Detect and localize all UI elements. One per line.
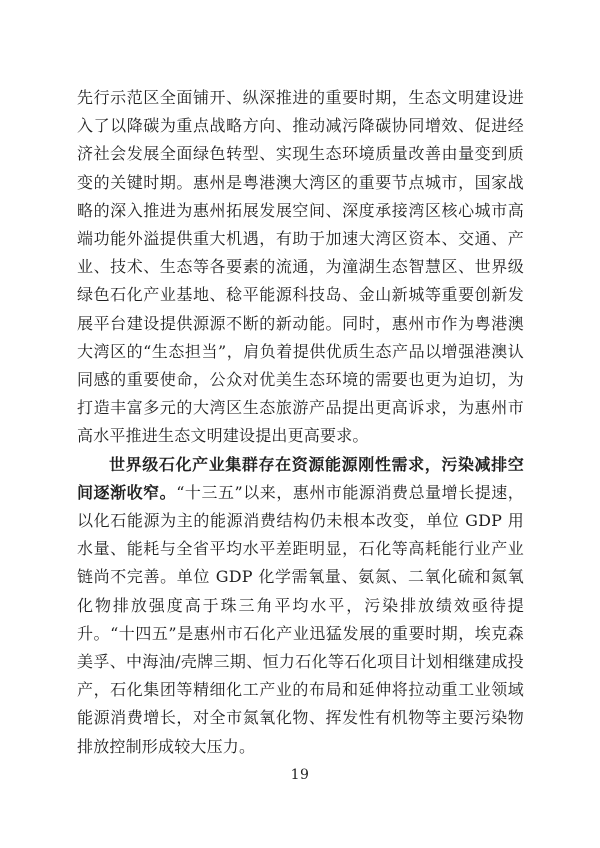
page-number: 19 xyxy=(290,767,310,783)
page-footer xyxy=(0,764,600,783)
paragraph-petrochemical-cluster xyxy=(77,451,524,761)
paragraph-continuation xyxy=(77,84,524,451)
paragraph-text: “十三五”以来，惠州市能源消费总量增长提速，以化石能源为主的能源消费结构仍未根本改变，单位 GDP 用水量、能耗与全省平均水平差距明显，石化等高耗能行业产业链尚不完善。单位 GDP 化学需氧量、氨氮、二氧化硫和氮氧化物排放强度高于珠三角平均水平，污染排放绩效亟待提升。“十四五”是惠州市石化产业迅猛发展的重要时期，埃克森美孚、中海油/壳牌三期、恒力石化等石化项目计划相继建成投产，石化集团等精细化工产业的布局和延伸将拉动重工业领域能源消费增长，对全市氮氧化物、挥发性有机物等主要污染物排放控制形成较大压力。 xyxy=(77,482,525,756)
bold-lead-sentence: 世界级石化产业集群存在资源能源刚性需求，污染减排空间逐渐收窄。 xyxy=(77,454,524,502)
paragraph-text: 先行示范区全面铺开、纵深推进的重要时期，生态文明建设进入了以降碳为重点战略方向、推动减污降碳协同增效、促进经济社会发展全面绿色转型、实现生态环境质量改善由量变到质变的关键时期。惠州是粤港澳大湾区的重要节点城市，国家战略的深入推进为惠州拓展发展空间、深度承接湾区核心城市高端功能外溢提供重大机遇，有助于加速大湾区资本、交通、产业、技术、生态等各要素的流通，为潼湖生态智慧区、世界级绿色石化产业基地、稔平能源科技岛、金山新城等重要创新发展平台建设提供源源不断的新动能。同时，惠州市作为粤港澳大湾区的“生态担当”，肩负着提供优质生态产品以增强港澳认同感的重要使命，公众对优美生态环境的需要也更为迫切，为打造丰富多元的大湾区生态旅游产品提出更高诉求，为惠州市高水平推进生态文明建设提出更高要求。 xyxy=(77,88,524,446)
page-body-text xyxy=(77,84,524,761)
